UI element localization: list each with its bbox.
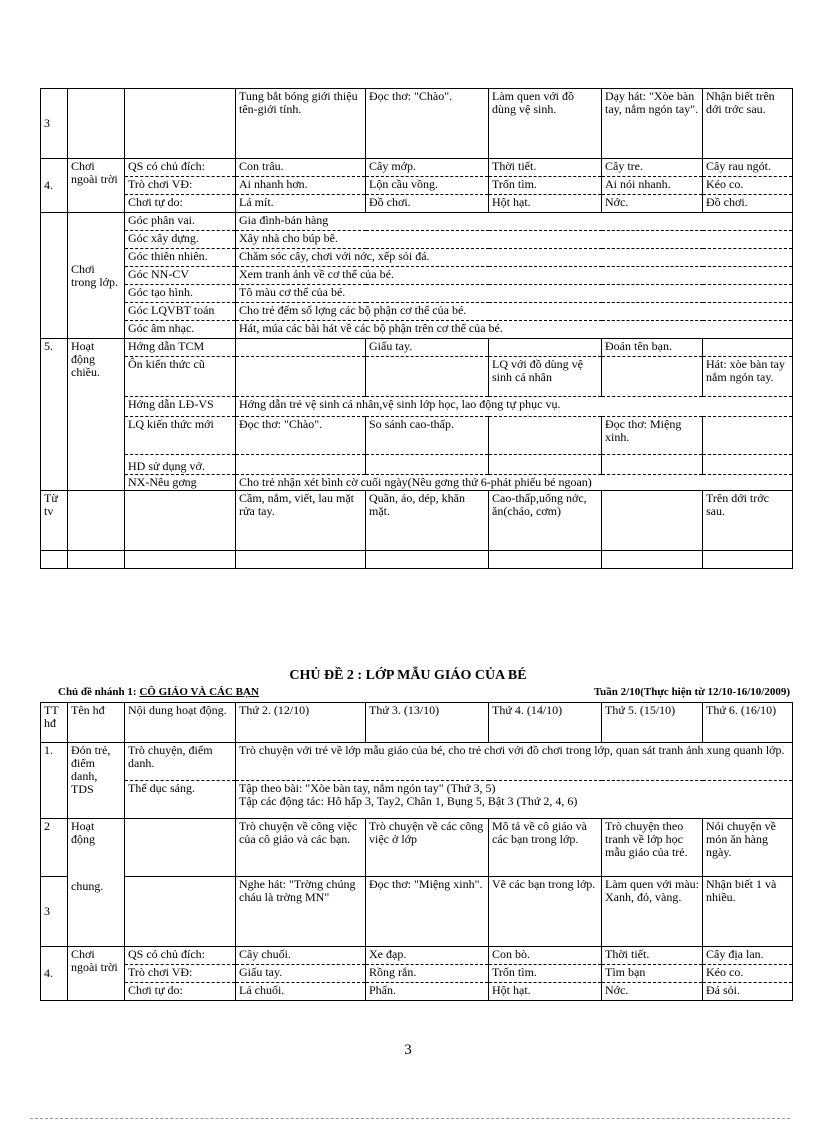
row-number: Từ tv bbox=[41, 491, 68, 551]
cell: Tung bắt bóng giới thiệu tên-giới tính. bbox=[236, 89, 366, 159]
row-number: 4. bbox=[41, 947, 68, 1001]
activity-name: Hoạt động chiều. bbox=[68, 339, 125, 491]
bottom-divider bbox=[30, 1118, 790, 1119]
schedule-table-bottom: TT hđ Tên hđ Nội dung hoạt động. Thứ 2. (12/10) Thứ 3. (13/10) Thứ 4. (14/10) Thứ 5. (15/10) Thứ 6. (16/10) 1. Đón trẻ, điểm danh, TDS Trò chuyện, điểm danh. Trò chuyện với trẻ về lớp mẫu giáo của bé, cho trẻ chơi với đồ chơi trong lớp, quan sát tranh ảnh xung quanh lớp. Thể dục sáng. Tập theo bài: "Xòe bàn tay, nắm ngón tay" (Thứ 3, 5) Tập các động tác: Hô hấp 3, Tay2, Chân 1, Bụng 5, Bật 3 (Thứ 2, 4, 6) 2 Hoạt động chung. Trò chuyện về công việc của cô giáo và các bạn. Trò chuyện về các công việc ở lớp Mô tả về cô giáo và các bạn trong lớp. Trò chuyện theo tranh về lớp học mẫu giáo của trẻ. Nói chuyện về món ăn hàng ngày. 3 Nghe hát: "Trờng chúng cháu là trờng MN" Đọc thơ: "Miệng xinh". Vẽ các bạn trong lớp. Làm quen với màu: Xanh, đỏ, vàng. Nhận biết 1 và nhiều. 4. Chơi ngoài trời QS có chủ đích: Cây chuối. Xe đạp. Con bò. Thời tiết. Cây địa lan. Trò chơi VĐ: Giấu tay. Rồng rắn. Trốn tìm. Tìm bạn Kéo co. Chơi tự do: Lá chuối. Phấn. Hột hạt. Nớc. Đá sỏi. bbox=[40, 702, 793, 1001]
header-thu6: Thứ 6. (16/10) bbox=[703, 703, 793, 743]
week-info: Tuần 2/10(Thực hiện từ 12/10-16/10/2009) bbox=[593, 686, 790, 698]
header-thu5: Thứ 5. (15/10) bbox=[602, 703, 703, 743]
row-number: 3 bbox=[41, 877, 68, 947]
header-thu3: Thứ 3. (13/10) bbox=[366, 703, 489, 743]
activity-name: Chơi ngoài trời bbox=[68, 159, 125, 213]
section-title: CHỦ ĐỀ 2 : LỚP MẪU GIÁO CỦA BÉ bbox=[289, 668, 527, 683]
row-number: 4. bbox=[41, 159, 68, 213]
sub-theme: Chủ đề nhánh 1: CÔ GIÁO VÀ CÁC BẠN bbox=[58, 686, 259, 698]
activity-name: Chơi ngoài trời bbox=[68, 947, 125, 1001]
header-thu4: Thứ 4. (14/10) bbox=[489, 703, 602, 743]
row-number: 5. bbox=[41, 339, 68, 491]
row-number: 3 bbox=[41, 89, 68, 159]
activity-name: Hoạt động chung. bbox=[68, 819, 125, 947]
cell: Làm quen với đồ dùng vệ sinh. bbox=[489, 89, 602, 159]
row-number: 1. bbox=[41, 743, 68, 819]
cell: Đọc thơ: "Chào". bbox=[366, 89, 489, 159]
header-tt: TT hđ bbox=[41, 703, 68, 743]
activity-name: Chơi trong lớp. bbox=[68, 213, 125, 339]
activity-name: Đón trẻ, điểm danh, TDS bbox=[68, 743, 125, 819]
cell: Nhận biết trên dới trớc sau. bbox=[703, 89, 793, 159]
header-noidung: Nội dung hoạt động. bbox=[125, 703, 236, 743]
schedule-table-top: 3 Tung bắt bóng giới thiệu tên-giới tính. Đọc thơ: "Chào". Làm quen với đồ dùng vệ sinh. Dạy hát: "Xòe bàn tay, nắm ngón tay". Nhận biết trên dới trớc sau. 4. Chơi ngoài trời QS có chủ đích: Con trâu. Cây mớp. Thời tiết. Cây tre. Cây rau ngót. Trò chơi VĐ: Ai nhanh hơn. Lộn cầu vồng. Trốn tìm. Ai nói nhanh. Kéo co. Chơi tự do: Lá mít. Đồ chơi. Hột hạt. Nớc. Đồ chơi. Chơi trong lớp. Góc phân vai. Gia đình-bán hàng Góc xây dựng. Xây nhà cho búp bê. Góc thiên nhiên. Chăm sóc cây, chơi với nớc, xếp sỏi đá. Góc NN-CV Xem tranh ảnh về cơ thể của bé. Góc tạo hình. Tô màu cơ thể của bé. Góc LQVBT toán Cho trẻ đếm số lợng các bộ phận cơ thể của bé. Góc âm nhạc. Hát, múa các bài hát về các bộ phận trên cơ thể của bé. 5. Hoạt động chiều. Hớng dẫn TCM Giấu tay. Đoán tên bạn. Ôn kiến thức cũ LQ với đồ dùng vệ sinh cá nhân Hát: xòe bàn tay nắm ngón tay. Hớng dẫn LĐ-VS Hớng dẫn trẻ vệ sinh cá nhân,vệ sinh lớp học, lao động tự phục vụ. LQ kiến thức mới Đọc thơ: "Chào". So sánh cao-thấp. Đọc thơ: Miệng xinh. HD sử dụng vở. NX-Nêu gơng Cho trẻ nhận xét bình cờ cuối ngày(Nêu gơng thứ 6-phát phiếu bé ngoan) Từ tv Cầm, nắm, viết, lau mặt rửa tay. Quần, áo, dép, khăn mặt. Cao-thấp,uống nớc, ăn(cháo, cơm) Trên dới trớc sau. bbox=[40, 88, 793, 569]
header-ten: Tên hđ bbox=[68, 703, 125, 743]
page-number: 3 bbox=[404, 1042, 412, 1058]
row-number: 2 bbox=[41, 819, 68, 877]
cell: Dạy hát: "Xòe bàn tay, nắm ngón tay". bbox=[602, 89, 703, 159]
header-thu2: Thứ 2. (12/10) bbox=[236, 703, 366, 743]
